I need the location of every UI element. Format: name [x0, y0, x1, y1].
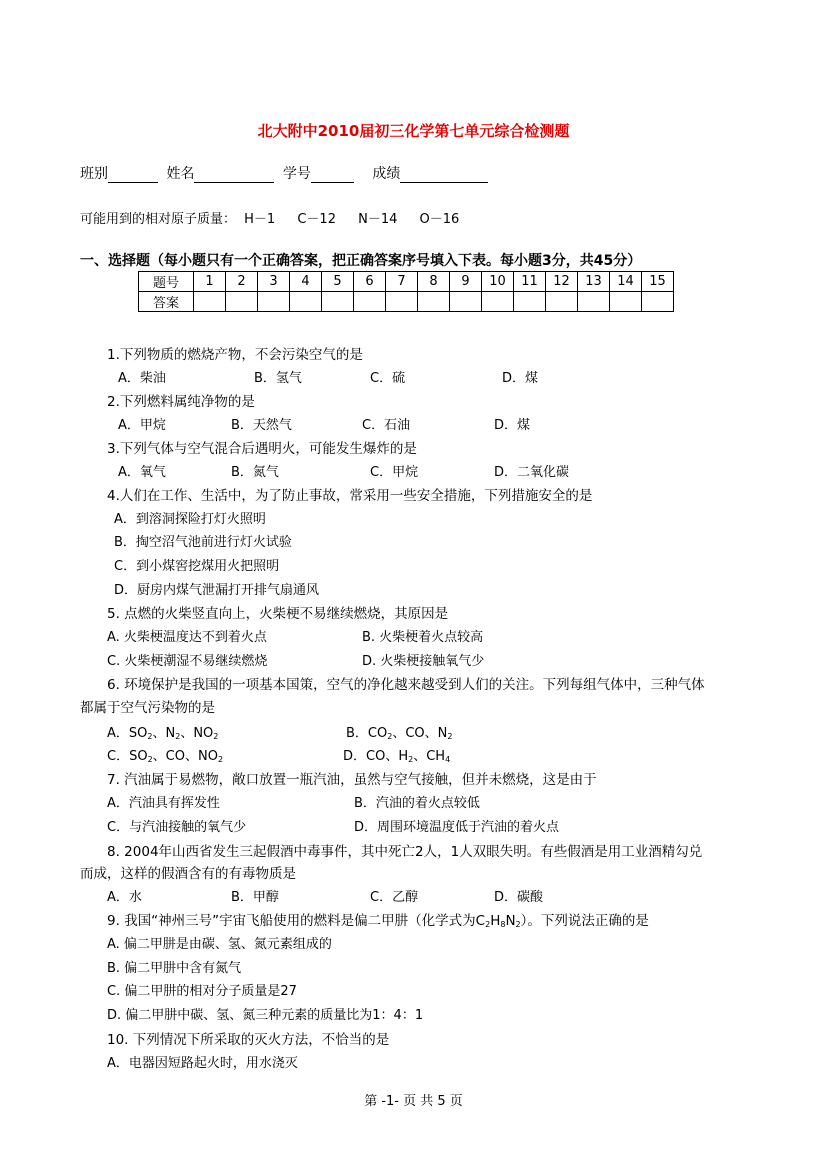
question-number: 2	[226, 272, 258, 292]
question-6-stem: 6. 环境保护是我国的一项基本国策，空气的净化越来越受到人们的关注。下列每组气体中，三种气体	[107, 677, 705, 693]
q1-option-d: D．煤	[502, 371, 539, 386]
q6-option-d: D．CO、$H_2$、$CH_4$	[343, 749, 451, 764]
q7-option-d: D．周围环境温度低于汽油的着火点	[354, 820, 560, 835]
q8-option-d: D．碳酸	[494, 890, 544, 905]
question-number: 14	[610, 272, 642, 292]
answer-cell[interactable]	[290, 292, 322, 312]
q4-option-a: A．到溶洞探险打灯火照明	[114, 512, 266, 527]
question-7-stem: 7. 汽油属于易燃物，敞口放置一瓶汽油，虽然与空气接触，但并未燃烧，这是由于	[107, 772, 597, 788]
question-number: 12	[546, 272, 578, 292]
q9-option-d: D. 偏二甲肼中碳、氢、氮三种元素的质量比为1：4：1	[107, 1008, 424, 1023]
section-heading: 一、选择题（每小题只有一个正确答案，把正确答案序号填入下表。每小题3分，共45分）	[80, 253, 642, 269]
question-number: 15	[642, 272, 674, 292]
q3-option-d: D．二氧化碳	[494, 465, 570, 480]
answer-cell[interactable]	[258, 292, 290, 312]
q3-option-b: B．氮气	[231, 465, 279, 480]
question-9-stem: 9. 我国“神州三号”宇宙飞船使用的燃料是偏二甲肼（化学式为$C_2H_8N_2$）。下列说法正确的是	[107, 913, 649, 929]
row-header-number: 题号	[139, 272, 194, 292]
q9-option-c: C. 偏二甲肼的相对分子质量是27	[107, 984, 297, 999]
answer-cell[interactable]	[194, 292, 226, 312]
question-number: 7	[386, 272, 418, 292]
answer-cell[interactable]	[418, 292, 450, 312]
question-number: 8	[418, 272, 450, 292]
q5-option-a: A. 火柴梗温度达不到着火点	[107, 630, 267, 645]
question-8-stem-cont: 而成，这样的假酒含有的有毒物质是	[80, 866, 296, 882]
q1-option-c: C．硫	[370, 371, 406, 386]
q5-option-d: D. 火柴梗接触氧气少	[362, 654, 485, 669]
class-blank[interactable]	[108, 167, 158, 183]
table-row	[139, 292, 674, 312]
question-number: 3	[258, 272, 290, 292]
q8-option-c: C．乙醇	[370, 890, 419, 905]
answer-cell[interactable]	[514, 292, 546, 312]
question-number: 11	[514, 272, 546, 292]
atomic-masses	[80, 208, 477, 227]
name-label: 姓名	[166, 166, 195, 182]
answer-cell[interactable]	[322, 292, 354, 312]
question-2-stem: 2.下列燃料属纯净物的是	[107, 394, 255, 410]
question-number: 6	[354, 272, 386, 292]
q8-option-a: A．水	[107, 890, 142, 905]
answer-cell[interactable]	[226, 292, 258, 312]
q2-option-d: D．煤	[494, 418, 531, 433]
q5-option-c: C. 火柴梗潮湿不易继续燃烧	[107, 654, 268, 669]
question-number: 1	[194, 272, 226, 292]
q5-option-b: B. 火柴梗着火点较高	[362, 630, 484, 645]
q3-option-c: C．甲烷	[370, 465, 419, 480]
q10-option-a: A．电器因短路起火时，用水浇灭	[107, 1056, 298, 1071]
q9-option-b: B. 偏二甲肼中含有氮气	[107, 961, 242, 976]
q1-option-b: B．氢气	[254, 371, 302, 386]
atom-n: N－14	[358, 212, 398, 227]
q7-option-b: B．汽油的着火点较低	[354, 796, 480, 811]
name-blank[interactable]	[194, 167, 274, 183]
q7-option-a: A．汽油具有挥发性	[107, 796, 220, 811]
q9-option-a: A. 偏二甲肼是由碳、氢、氮元素组成的	[107, 937, 332, 952]
number-label: 学号	[282, 166, 311, 182]
question-3-stem: 3.下列气体与空气混合后遇明火，可能发生爆炸的是	[107, 441, 417, 457]
atom-h: H－1	[244, 212, 276, 227]
answer-cell[interactable]	[386, 292, 418, 312]
answer-cell[interactable]	[546, 292, 578, 312]
answer-cell[interactable]	[354, 292, 386, 312]
question-5-stem: 5. 点燃的火柴竖直向上，火柴梗不易继续燃烧，其原因是	[107, 606, 449, 622]
question-number: 5	[322, 272, 354, 292]
q2-option-b: B．天然气	[231, 418, 292, 433]
score-label: 成绩	[372, 166, 401, 182]
question-1-stem: 1.下列物质的燃烧产物，不会污染空气的是	[107, 347, 363, 363]
page-footer: 第 -1- 页 共 5 页	[364, 1094, 463, 1109]
score-blank[interactable]	[400, 167, 488, 183]
q3-option-a: A．氧气	[118, 465, 166, 480]
question-number: 9	[450, 272, 482, 292]
question-number: 10	[482, 272, 514, 292]
question-8-stem: 8. 2004年山西省发生三起假酒中毒事件，其中死亡2人，1人双眼失明。有些假酒是用工业酒精勾兑	[107, 844, 703, 860]
number-blank[interactable]	[311, 167, 354, 183]
answer-cell[interactable]	[578, 292, 610, 312]
answer-cell[interactable]	[482, 292, 514, 312]
question-6-stem-cont: 都属于空气污染物的是	[80, 700, 215, 716]
answer-cell[interactable]	[610, 292, 642, 312]
q6-option-b: B．$CO_2$、CO、$N_2$	[346, 726, 453, 741]
q1-option-a: A．柴油	[118, 371, 166, 386]
q6-option-c: C．$SO_2$、CO、$NO_2$	[107, 749, 224, 764]
atomic-masses-label: 可能用到的相对原子质量：	[80, 212, 237, 227]
q4-option-d: D．厨房内煤气泄漏打开排气扇通风	[114, 583, 320, 598]
q2-option-c: C．石油	[362, 418, 411, 433]
answer-cell[interactable]	[450, 292, 482, 312]
question-number: 4	[290, 272, 322, 292]
student-info	[80, 163, 488, 183]
q2-option-a: A．甲烷	[118, 418, 166, 433]
q6-option-a: A．$SO_2$、$N_2$、$NO_2$	[107, 726, 219, 741]
q4-option-b: B．掏空沼气池前进行灯火试验	[114, 535, 292, 550]
question-number: 13	[578, 272, 610, 292]
q7-option-c: C．与汽油接触的氧气少	[107, 820, 247, 835]
q8-option-b: B．甲醇	[231, 890, 279, 905]
atom-o: O－16	[419, 212, 460, 227]
q4-option-c: C．到小煤窖挖煤用火把照明	[114, 559, 280, 574]
question-4-stem: 4.人们在工作、生活中，为了防止事故，常采用一些安全措施，下列措施安全的是	[107, 488, 593, 504]
atom-c: C－12	[297, 212, 336, 227]
class-label: 班别	[80, 166, 108, 182]
page-title: 北大附中2010届初三化学第七单元综合检测题	[257, 122, 570, 140]
answer-cell[interactable]	[642, 292, 674, 312]
table-row	[139, 272, 674, 292]
answer-table	[138, 271, 674, 312]
question-10-stem: 10. 下列情况下所采取的灭火方法，不恰当的是	[107, 1032, 390, 1048]
row-header-answer: 答案	[139, 292, 194, 312]
